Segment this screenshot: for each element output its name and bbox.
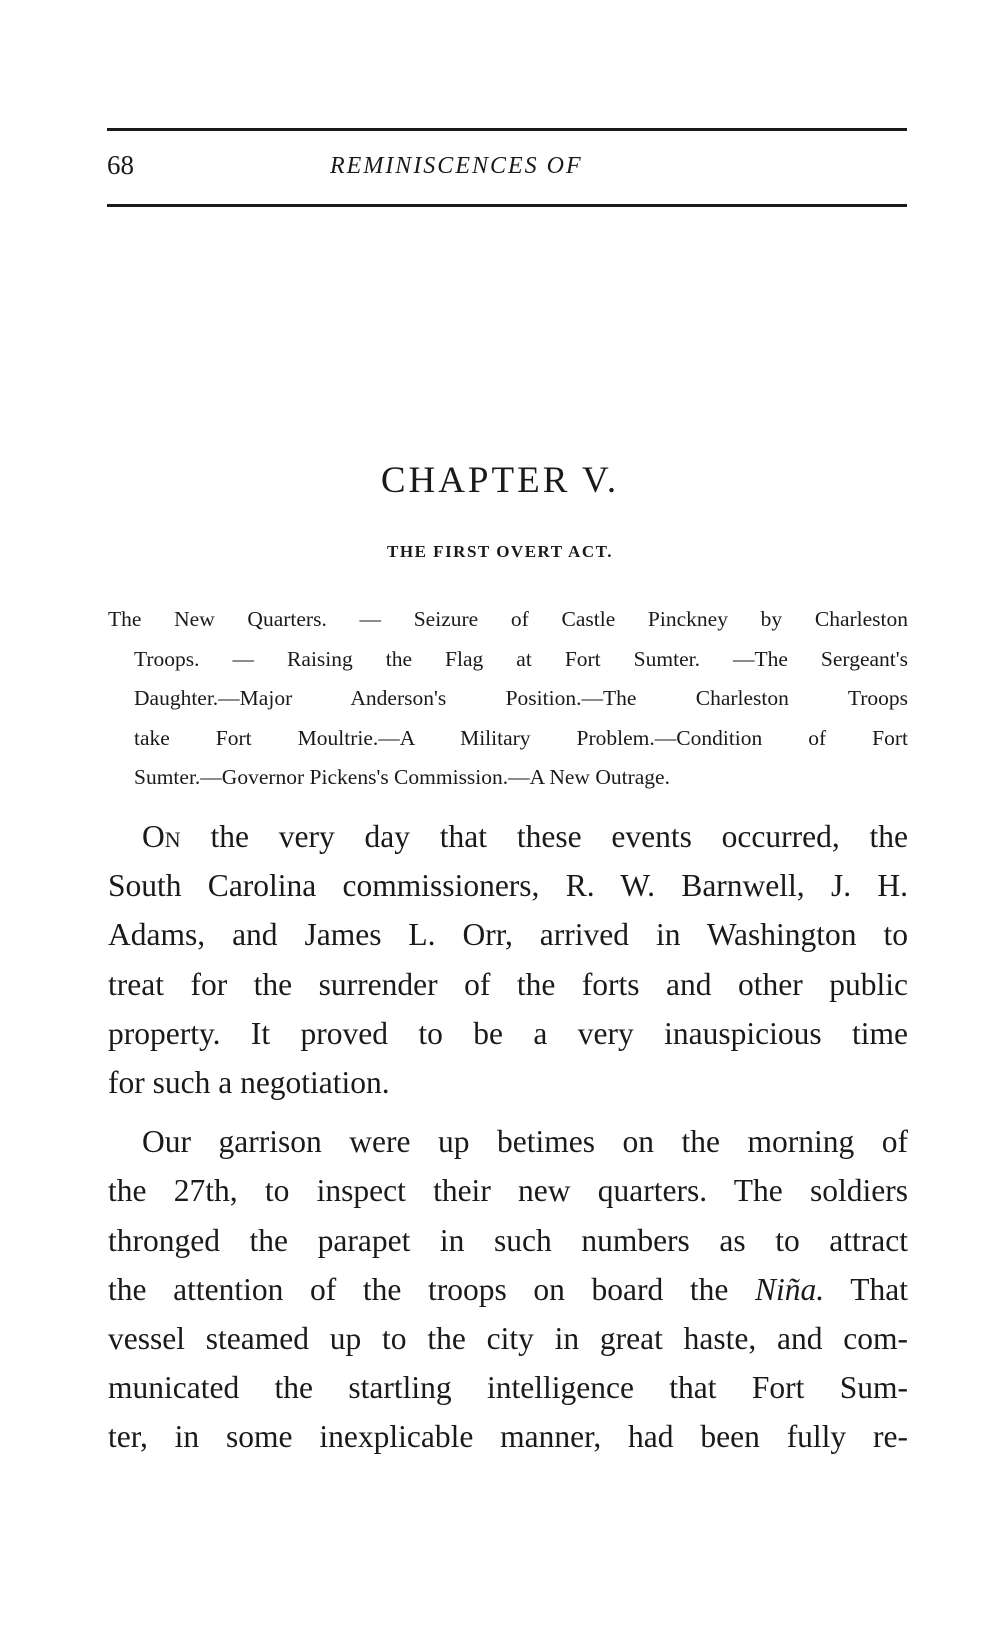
synopsis-line: Sumter.—Governor Pickens's Commission.—A New Outrage. bbox=[134, 765, 670, 789]
body-line: treat for the surrender of the forts and other public bbox=[108, 966, 908, 1002]
body-line: the 27th, to inspect their new quarters. The soldiers bbox=[108, 1173, 908, 1209]
body-line: ter, in some inexplicable manner, had been fully re- bbox=[108, 1419, 908, 1455]
body-line: for such a negotiation. bbox=[108, 1064, 390, 1100]
chapter-synopsis bbox=[108, 600, 908, 798]
running-title: REMINISCENCES OF bbox=[330, 153, 583, 179]
synopsis-line: The New Quarters. — Seizure of Castle Pinckney by Charleston bbox=[108, 607, 908, 631]
synopsis-line: take Fort Moultrie.—A Military Problem.—Condition of Fort bbox=[134, 725, 908, 750]
body-line: municated the startling intelligence that Fort Sum- bbox=[108, 1370, 908, 1406]
body-line bbox=[108, 812, 908, 861]
chapter-heading: CHAPTER V. bbox=[380, 460, 620, 501]
header-top-rule bbox=[107, 128, 907, 131]
body-line-text: the very day that these events occurred, the bbox=[180, 819, 908, 854]
body-line: vessel steamed up to the city in great haste, and com- bbox=[108, 1320, 908, 1356]
synopsis-line: Troops. — Raising the Flag at Fort Sumter. —The Sergeant's bbox=[134, 646, 908, 671]
body-line: thronged the parapet in such numbers as to attract bbox=[108, 1222, 908, 1258]
synopsis-line: Daughter.—Major Anderson's Position.—The Charleston Troops bbox=[134, 686, 908, 710]
body-line-text: the attention of the troops on board the bbox=[108, 1271, 756, 1307]
header-bottom-rule bbox=[107, 204, 907, 207]
body-line: Adams, and James L. Orr, arrived in Washington to bbox=[108, 917, 908, 953]
body-line: Our garrison were up betimes on the morning of bbox=[142, 1124, 908, 1160]
chapter-subtitle: THE FIRST OVERT ACT. bbox=[387, 542, 613, 561]
body-line-text: That bbox=[824, 1271, 908, 1307]
page-number: 68 bbox=[107, 150, 134, 180]
body-line: property. It proved to be a very inauspicious time bbox=[108, 1015, 908, 1051]
body-line: South Carolina commissioners, R. W. Barnwell, J. H. bbox=[108, 868, 908, 904]
ship-name: Niña. bbox=[755, 1271, 825, 1307]
body-text bbox=[108, 812, 908, 1461]
opening-word: On bbox=[142, 819, 181, 854]
body-line bbox=[108, 1265, 908, 1314]
